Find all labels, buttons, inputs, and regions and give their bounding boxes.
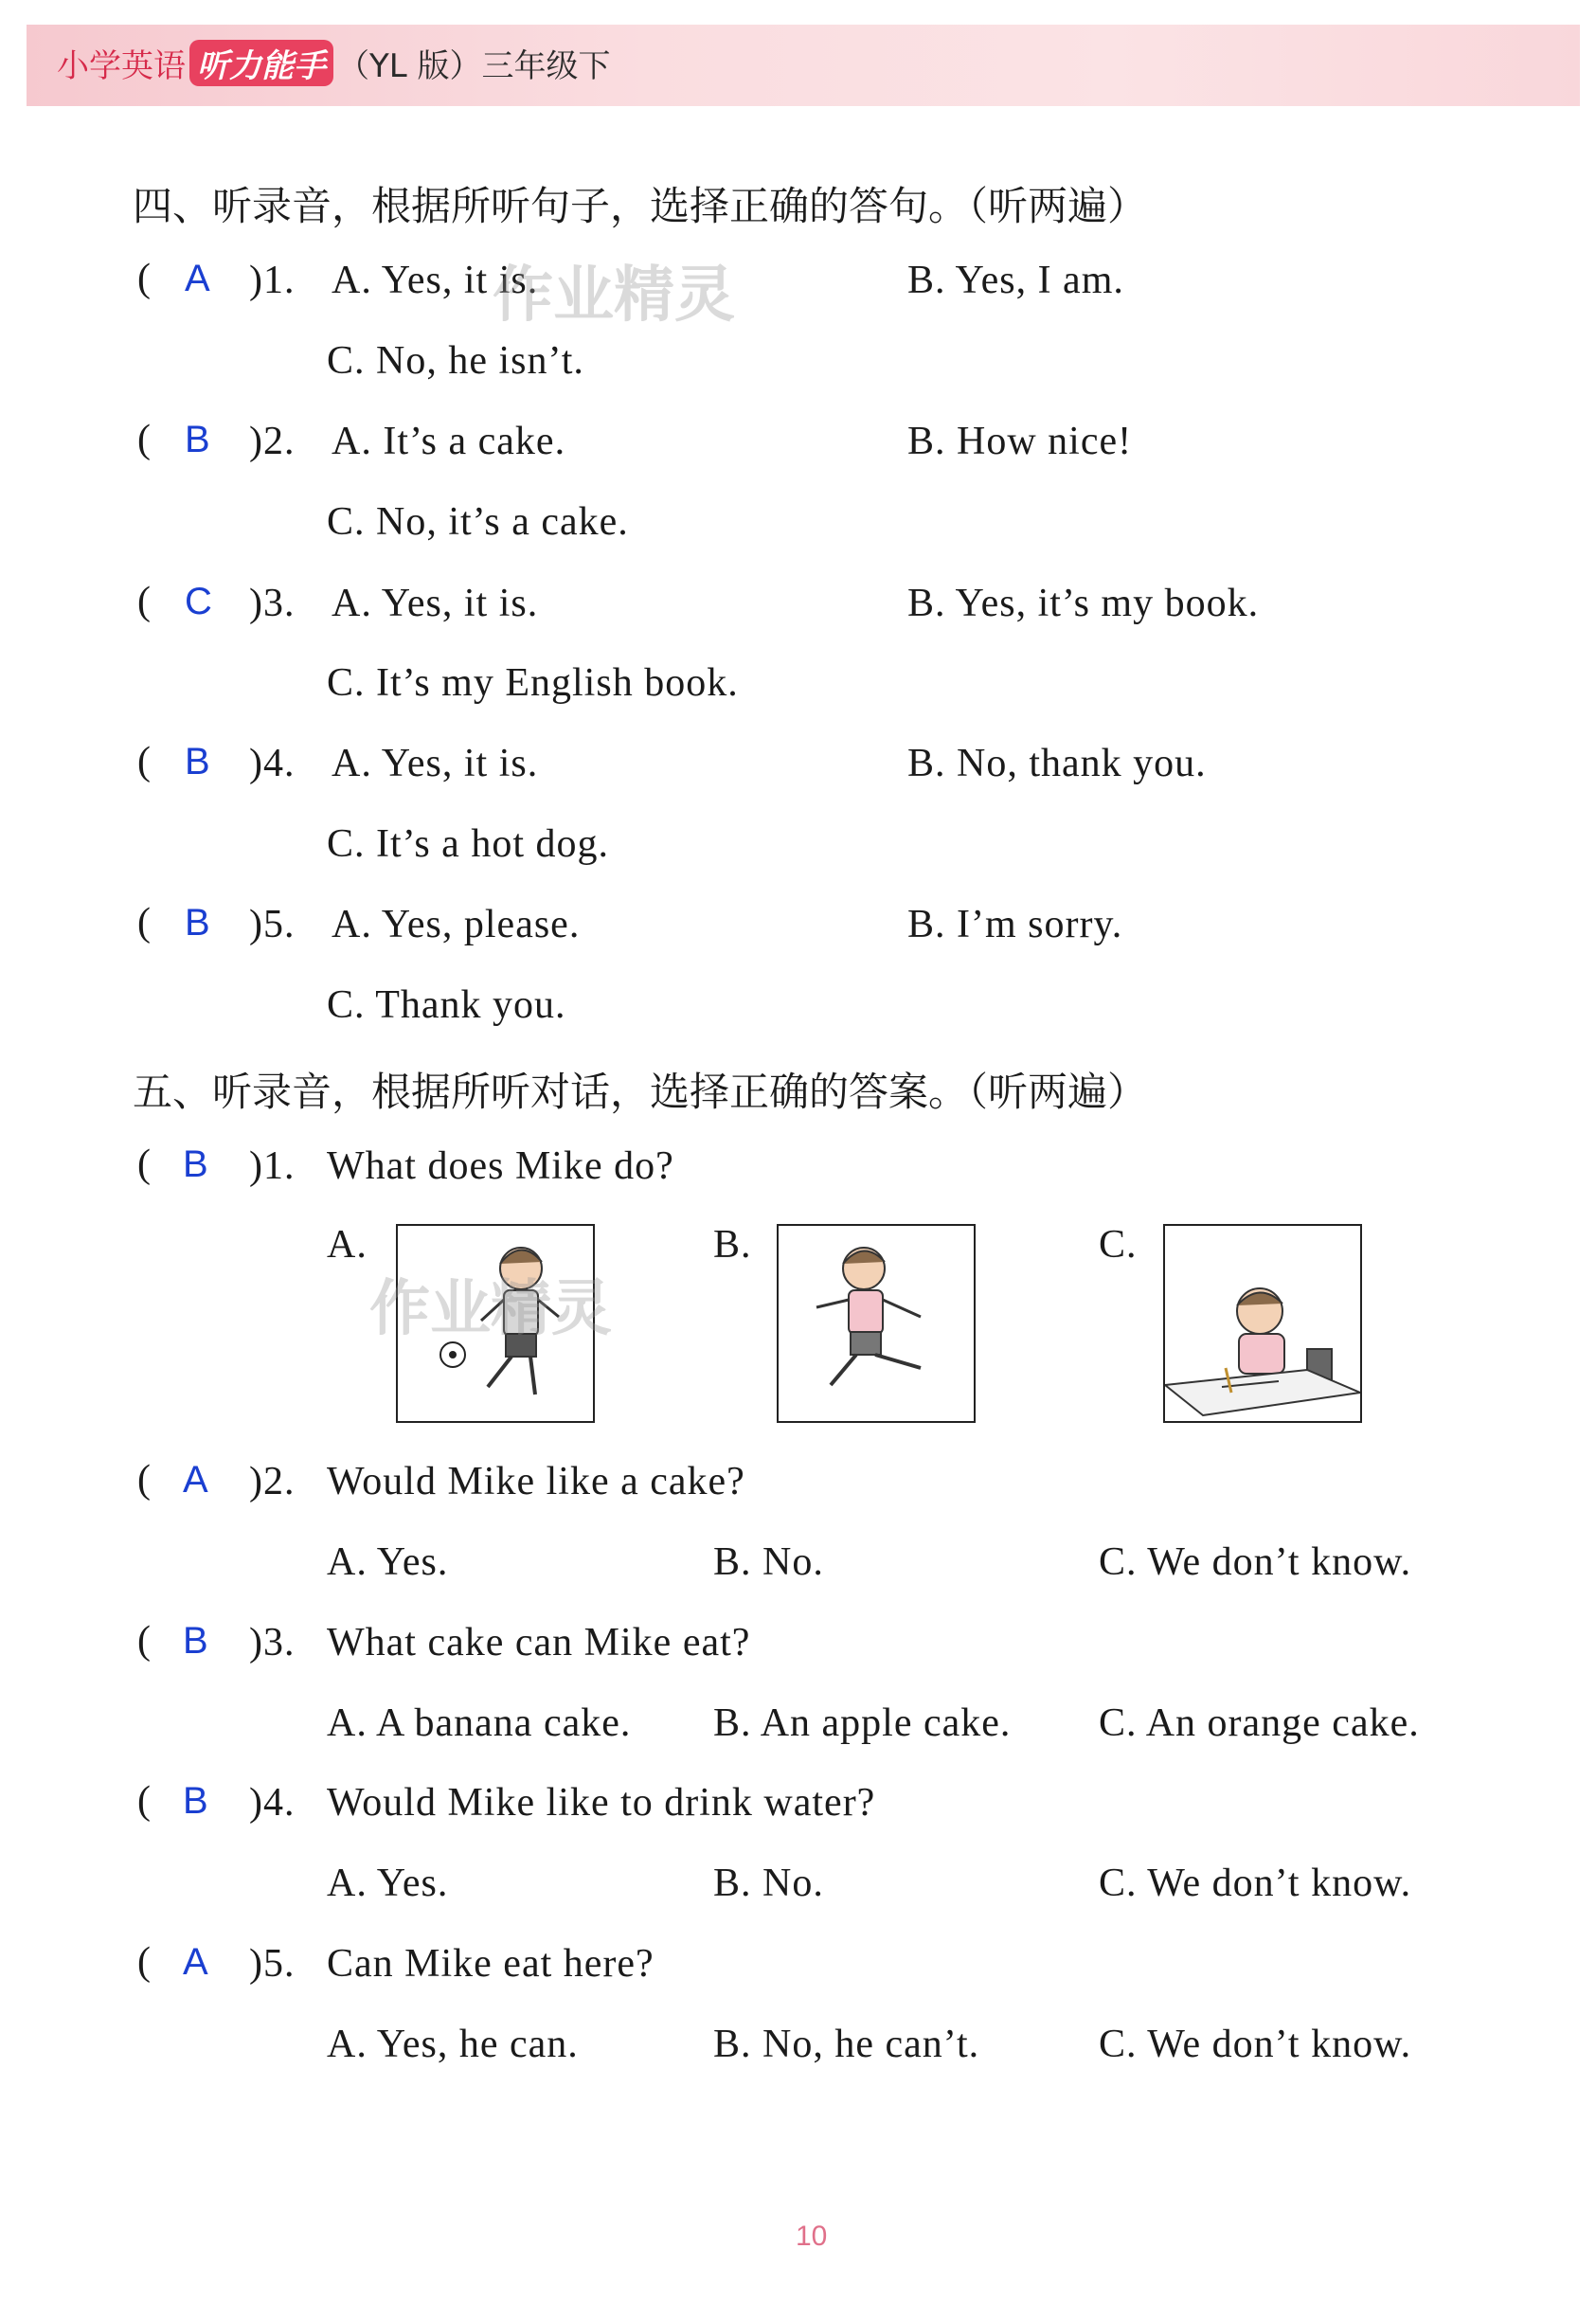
question-number: )5. bbox=[249, 903, 296, 946]
answer-letter: A bbox=[185, 258, 210, 299]
option-a: A. Yes, it is. bbox=[332, 742, 539, 785]
option-a: A. Yes, it is. bbox=[332, 259, 539, 302]
option-a: A. Yes. bbox=[327, 1862, 449, 1905]
option-c: C. It’s a hot dog. bbox=[327, 822, 609, 866]
picture-label-c: C. bbox=[1099, 1223, 1138, 1267]
question-text: Would Mike like a cake? bbox=[327, 1460, 745, 1503]
question-text: Can Mike eat here? bbox=[327, 1942, 655, 1986]
page-number: 10 bbox=[796, 2221, 828, 2252]
option-c: C. No, he isn’t. bbox=[327, 339, 584, 383]
header-series: 小学英语 bbox=[57, 47, 186, 85]
answer-paren: ( bbox=[137, 257, 151, 300]
option-b: B. I’m sorry. bbox=[907, 903, 1123, 946]
answer-paren: ( bbox=[137, 1619, 151, 1663]
answer-paren: ( bbox=[137, 1143, 151, 1186]
option-c: C. An orange cake. bbox=[1099, 1701, 1420, 1745]
option-a: A. Yes. bbox=[327, 1540, 449, 1584]
question-number: )4. bbox=[249, 1781, 296, 1825]
answer-letter: B bbox=[183, 1780, 208, 1822]
answer-letter: B bbox=[185, 741, 210, 783]
picture-label-b: B. bbox=[713, 1223, 752, 1267]
option-c: C. We don’t know. bbox=[1099, 1540, 1412, 1584]
option-a: A. A banana cake. bbox=[327, 1701, 632, 1745]
question-number: )5. bbox=[249, 1942, 296, 1986]
section4-title: 四、听录音，根据所听句子，选择正确的答句。（听两遍） bbox=[133, 183, 1148, 229]
question-text: What does Mike do? bbox=[327, 1144, 674, 1188]
option-c: C. Thank you. bbox=[327, 983, 566, 1027]
question-number: )1. bbox=[249, 259, 296, 302]
question-number: )1. bbox=[249, 1144, 296, 1188]
boy-running-icon bbox=[777, 1224, 976, 1423]
answer-paren: ( bbox=[137, 901, 151, 945]
option-b: B. Yes, it’s my book. bbox=[907, 582, 1260, 625]
answer-letter: C bbox=[185, 581, 212, 622]
answer-paren: ( bbox=[137, 580, 151, 623]
watermark: 作业精灵 bbox=[369, 1274, 612, 1344]
answer-letter: B bbox=[185, 419, 210, 460]
answer-paren: ( bbox=[137, 418, 151, 461]
answer-paren: ( bbox=[137, 1458, 151, 1502]
question-number: )2. bbox=[249, 1460, 296, 1503]
answer-letter: A bbox=[183, 1941, 208, 1983]
option-a: A. Yes, it is. bbox=[332, 582, 539, 625]
answer-letter: B bbox=[183, 1620, 208, 1662]
question-text: What cake can Mike eat? bbox=[327, 1621, 751, 1664]
question-number: )2. bbox=[249, 420, 296, 463]
option-b: B. No, he can’t. bbox=[713, 2023, 980, 2066]
option-b: B. How nice! bbox=[907, 420, 1133, 463]
option-b: B. No, thank you. bbox=[907, 742, 1207, 785]
option-b: B. No. bbox=[713, 1862, 824, 1905]
header-edition: （YL 版）三年级下 bbox=[337, 47, 611, 85]
question-number: )3. bbox=[249, 1621, 296, 1664]
option-b: B. No. bbox=[713, 1540, 824, 1584]
header-title bbox=[57, 40, 611, 86]
watermark: 作业精灵 bbox=[493, 261, 735, 331]
option-a: A. It’s a cake. bbox=[332, 420, 566, 463]
header-brand-logo: 听力能手 bbox=[189, 40, 333, 86]
answer-paren: ( bbox=[137, 1940, 151, 1984]
answer-letter: B bbox=[183, 1143, 208, 1185]
picture-label-a: A. bbox=[327, 1223, 368, 1267]
question-number: )4. bbox=[249, 742, 296, 785]
option-b: B. An apple cake. bbox=[713, 1701, 1012, 1745]
option-c: C. No, it’s a cake. bbox=[327, 500, 629, 544]
option-a: A. Yes, please. bbox=[332, 903, 581, 946]
question-number: )3. bbox=[249, 582, 296, 625]
answer-paren: ( bbox=[137, 1779, 151, 1823]
boy-writing-at-desk-icon bbox=[1163, 1224, 1362, 1423]
question-text: Would Mike like to drink water? bbox=[327, 1781, 876, 1825]
option-b: B. Yes, I am. bbox=[907, 259, 1124, 302]
answer-paren: ( bbox=[137, 740, 151, 783]
option-c: C. We don’t know. bbox=[1099, 2023, 1412, 2066]
answer-letter: A bbox=[183, 1459, 208, 1501]
answer-letter: B bbox=[185, 902, 210, 944]
option-a: A. Yes, he can. bbox=[327, 2023, 579, 2066]
option-c: C. We don’t know. bbox=[1099, 1862, 1412, 1905]
option-c: C. It’s my English book. bbox=[327, 661, 739, 705]
section5-title: 五、听录音，根据所听对话，选择正确的答案。（听两遍） bbox=[133, 1069, 1148, 1115]
